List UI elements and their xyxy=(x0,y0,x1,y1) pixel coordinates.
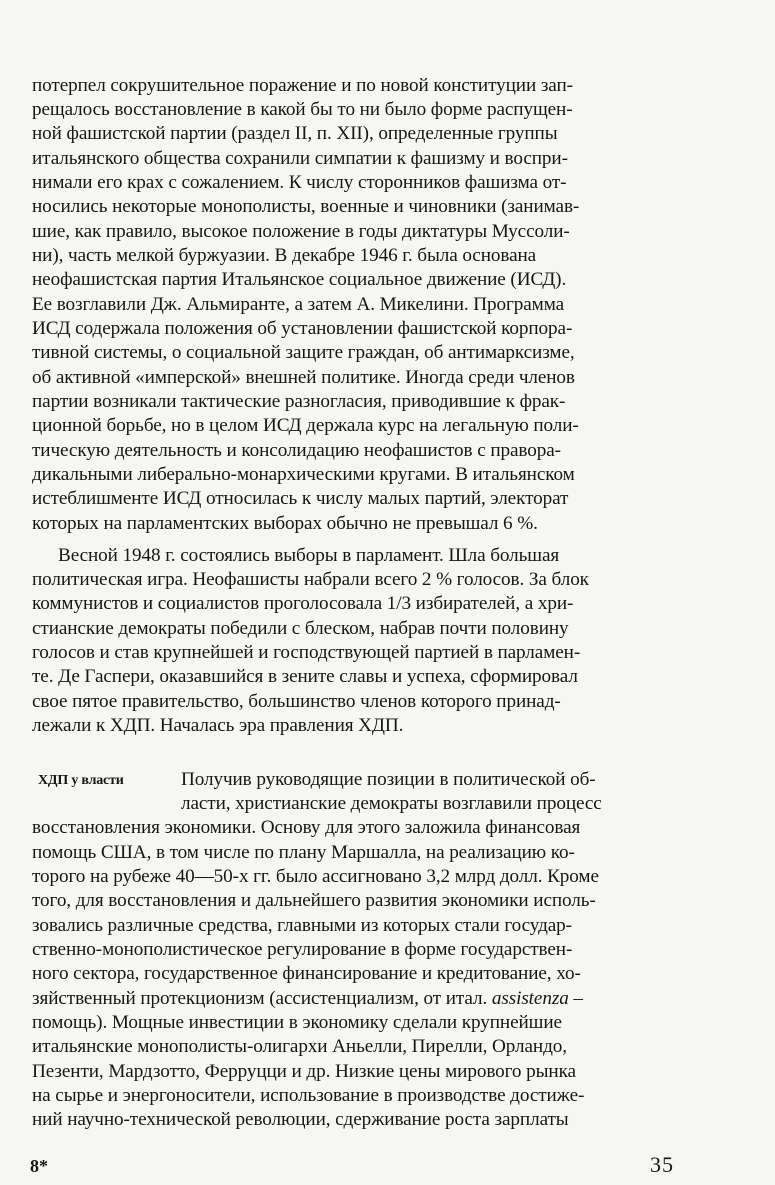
text-line: партии возникали тактические разногласия, приводившие к фрак- xyxy=(32,391,566,412)
text-line: ИСД содержала положения об установлении фашистской корпора- xyxy=(32,318,573,339)
text-line: голосов и став крупнейшей и господствующей партией в парламен- xyxy=(32,642,581,663)
side-heading: ХДП у власти xyxy=(38,773,124,788)
text-line: помощь США, в том числе по плану Маршалла, на реализацию ко- xyxy=(32,842,575,863)
text-line: коммунистов и социалистов проголосовала 1/3 избирателей, а хри- xyxy=(32,593,574,614)
italic-term: assistenza xyxy=(491,988,569,1009)
text-line: тическую деятельность и консолидацию неофашистов с правора- xyxy=(32,440,561,461)
text-line: стианские демократы победили с блеском, набрав почти половину xyxy=(32,618,569,639)
text-line: потерпел сокрушительное поражение и по новой конституции зап- xyxy=(32,75,573,96)
text-line: политическая игра. Неофашисты набрали всего 2 % голосов. За блок xyxy=(32,569,589,590)
text-line: Ее возглавили Дж. Альмиранте, а затем А. Микелини. Программа xyxy=(32,294,565,315)
signature-mark: 8* xyxy=(30,1156,48,1176)
text-line: свое пятое правительство, большинство членов которого принад- xyxy=(32,691,561,712)
text-line: зовались различные средства, главными из которых стали государ- xyxy=(32,915,572,936)
text-line: которых на парламентских выборах обычно не превышал 6 %. xyxy=(32,513,538,534)
text-line: лежали к ХДП. Началась эра правления ХДП. xyxy=(32,715,404,736)
text-line: нимали его крах с сожалением. К числу сторонников фашизма от- xyxy=(32,172,567,193)
text-line: неофашистская партия Итальянское социальное движение (ИСД). xyxy=(32,269,567,290)
text-line: Пезенти, Мардзотто, Ферруцци и др. Низкие цены мирового рынка xyxy=(32,1061,576,1082)
text-line: помощь). Мощные инвестиции в экономику сделали крупнейшие xyxy=(32,1012,562,1033)
text-line: ний научно-технической революции, сдерживание роста зарплаты xyxy=(32,1109,569,1130)
text-line: Получив руководящие позиции в политической об- xyxy=(181,769,596,790)
text-line: ной фашистской партии (раздел II, п. XII), определенные группы xyxy=(32,123,558,144)
text-line: ственно-монополистическое регулирование в форме государствен- xyxy=(32,939,573,960)
page-number: 35 xyxy=(650,1152,674,1177)
text-line: дикальными либерально-монархическими кругами. В итальянском xyxy=(32,464,575,485)
text-line: итальянские монополисты-олигархи Аньелли, Пирелли, Орландо, xyxy=(32,1036,567,1057)
text-line: об активной «имперской» внешней политике. Иногда среди членов xyxy=(32,367,575,388)
text-line: рещалось восстановление в какой бы то ни было форме распущен- xyxy=(32,99,573,120)
text-line: торого на рубеже 40—50-х гг. было ассигновано 3,2 млрд долл. Кроме xyxy=(32,866,599,887)
text-span: зяйственный протекционизм (ассистенциализм, от итал. xyxy=(32,988,488,1009)
text-line: восстановления экономики. Основу для этого заложила финансовая xyxy=(32,817,581,838)
text-line: на сырье и энергоносители, использование в производстве достиже- xyxy=(32,1085,585,1106)
text-line: Весной 1948 г. состоялись выборы в парламент. Шла большая xyxy=(58,545,560,566)
text-line: ного сектора, государственное финансирование и кредитование, хо- xyxy=(32,963,581,984)
text-line: ласти, христианские демократы возглавили процесс xyxy=(181,793,602,814)
text-line: ни), часть мелкой буржуазии. В декабре 1946 г. была основана xyxy=(32,245,537,266)
text-line: истеблишменте ИСД относилась к числу малых партий, электорат xyxy=(32,488,569,509)
text-line: тивной системы, о социальной защите граждан, об антимарксизме, xyxy=(32,342,575,363)
text-line: зяйственный протекционизм (ассистенциализм, от итал. assistenza – xyxy=(32,988,583,1009)
text-line: те. Де Гаспери, оказавшийся в зените славы и успеха, сформировал xyxy=(32,666,578,687)
text-line: шие, как правило, высокое положение в годы диктатуры Муссоли- xyxy=(32,221,570,242)
text-line: итальянского общества сохранили симпатии к фашизму и воспри- xyxy=(32,148,568,169)
text-line: носились некоторые монополисты, военные и чиновники (занимав- xyxy=(32,196,580,217)
text-line: ционной борьбе, но в целом ИСД держала курс на легальную поли- xyxy=(32,415,579,436)
text-line: того, для восстановления и дальнейшего развития экономики исполь- xyxy=(32,890,596,911)
